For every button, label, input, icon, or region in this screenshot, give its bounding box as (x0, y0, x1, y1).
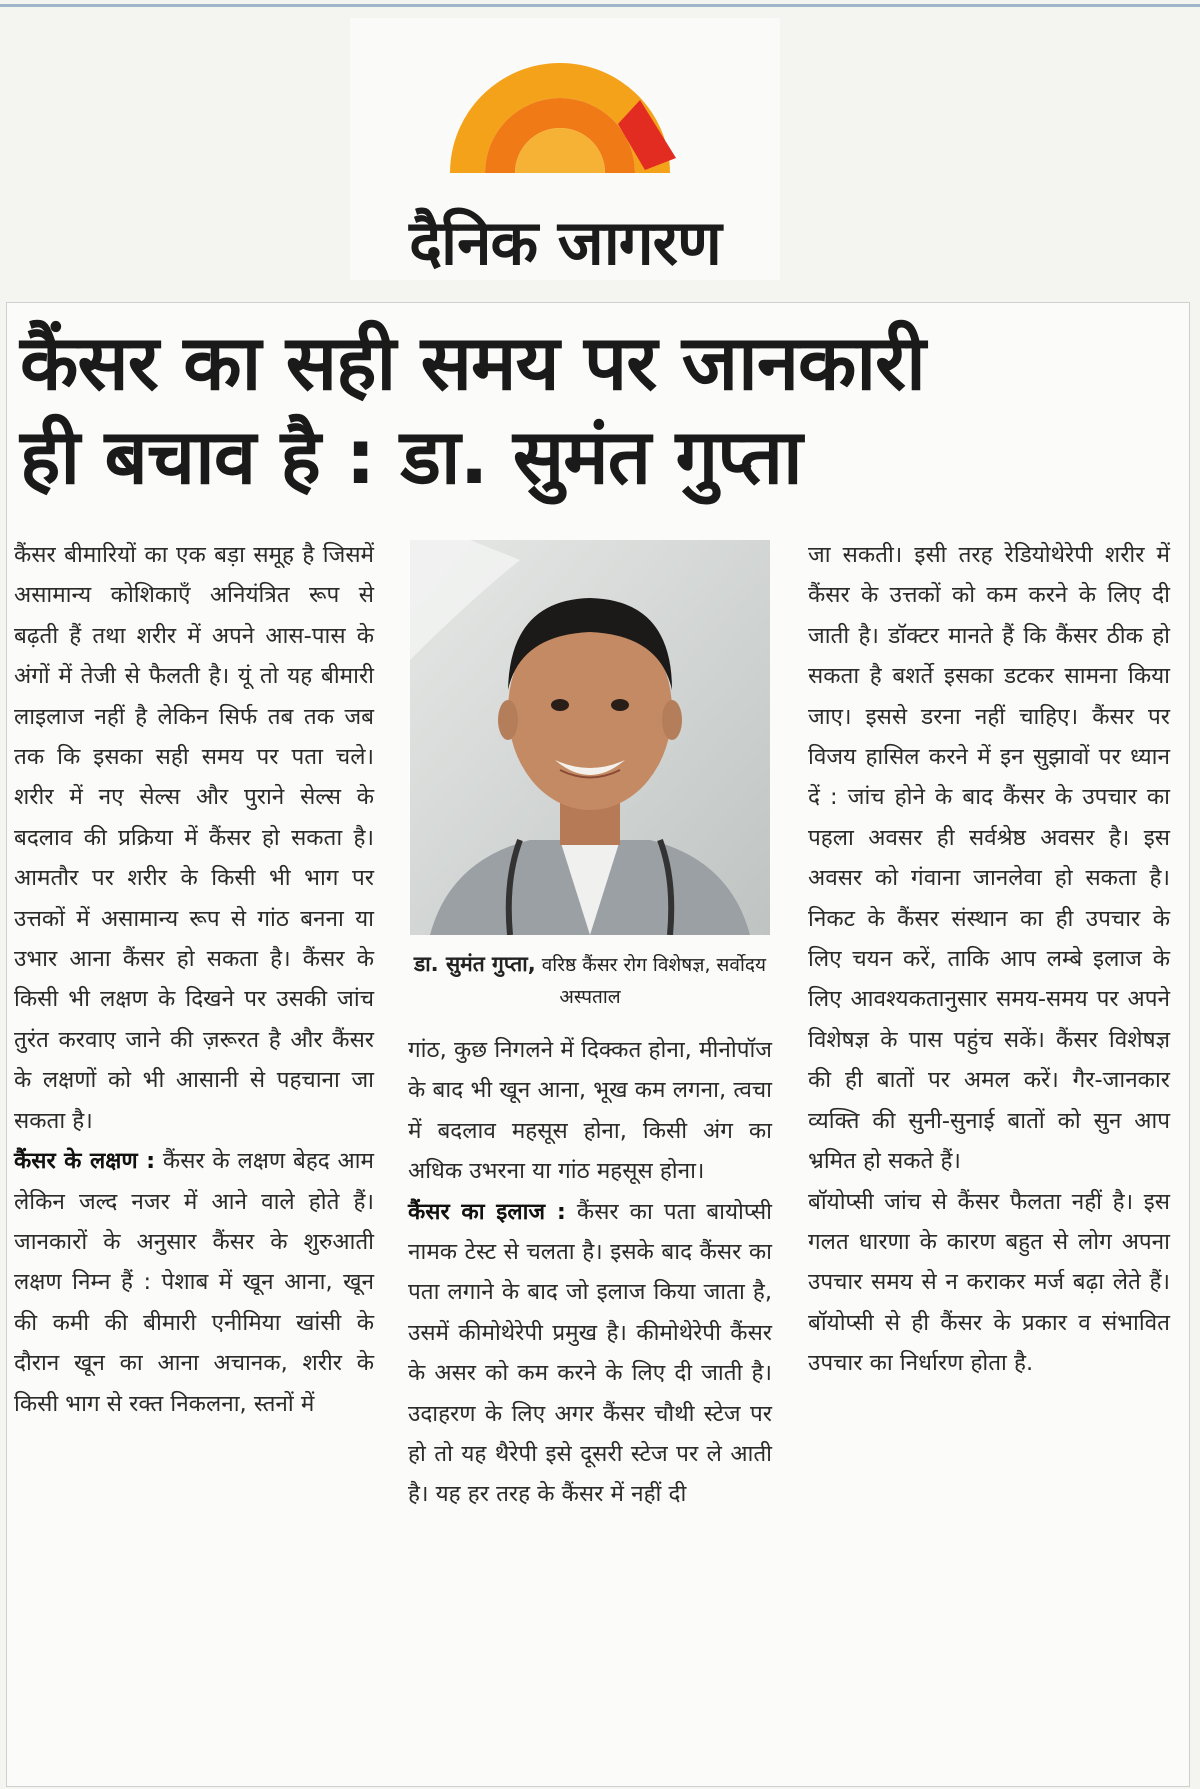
newspaper-brand: दैनिक जागरण (409, 206, 721, 279)
treatment-subhead: कैंसर का इलाज : (408, 1198, 566, 1225)
headline-line-1: कैंसर का सही समय पर जानकारी (20, 318, 925, 407)
masthead (350, 18, 780, 280)
col3-paragraph-2: बॉयोप्सी जांच से कैंसर फैलता नहीं है। इस गलत धारणा के कारण बहुत से लोग अपना उपचार समय से न कराकर मर्ज बढ़ा लेते हैं। बॉयोप्सी से ही कैंसर के प्रकार व संभावित उपचार का निर्धारण होता है. (808, 1188, 1170, 1377)
col1-paragraph-2-text: कैंसर के लक्षण बेहद आम लेकिन जल्द नजर में आने वाले होते हैं। जानकारों के अनुसार कैंसर के शुरुआती लक्षण निम्न हैं : पेशाब में खून आना, खून की कमी की बीमारी एनीमिया खांसी के दौरान खून का आना अचानक, शरीर के किसी भाग से रक्त निकलना, स्तनों में (14, 1148, 374, 1417)
rising-sun-logo-icon (440, 58, 680, 178)
column-3 (808, 535, 1170, 1384)
headline (20, 316, 1180, 504)
col3-paragraph-1: जा सकती। इसी तरह रेडियोथेरेपी शरीर में कैंसर के उत्तकों को कम करने के लिए दी जाती है। डॉक्टर मानते हैं कि कैंसर ठीक हो सकता है बशर्ते इसका डटकर सामना किया जाए। इससे डरना नहीं चाहिए। कैंसर पर विजय हासिल करने में इन सुझावों पर ध्यान दें : जांच होने के बाद कैंसर के उपचार का पहला अवसर ही सर्वश्रेष्ठ अवसर है। इस अवसर को गंवाना जानलेवा हो सकता है। निकट के कैंसर संस्थान का ही उपचार के लिए चयन करें, ताकि आप लम्बे इलाज के लिए आवश्यकतानुसार समय-समय पर अपने विशेषज्ञ के पास पहुंच सकें। कैंसर विशेषज्ञ की ही बातों पर अमल करें। गैर-जानकार व्यक्ति की सुनी-सुनाई बातों को सुन आप भ्रमित हो सकते हैं। (808, 542, 1170, 1175)
col2-paragraph-2 (408, 1192, 772, 1515)
top-rule (0, 4, 1200, 7)
col2-paragraph-1: गांठ, कुछ निगलने में दिक्कत होना, मीनोपॉज के बाद भी खून आना, भूख कम लगना, त्वचा में बदलाव महसूस होना, किसी अंग का अधिक उभरना या गांठ महसूस होना। (408, 1037, 772, 1185)
photo-caption (410, 948, 770, 1013)
caption-name: डा. सुमंत गुप्ता, (414, 952, 536, 976)
headline-line-2: ही बचाव है : डा. सुमंत गुप्ता (20, 412, 802, 501)
column-2 (408, 1030, 772, 1515)
doctor-portrait-icon (410, 540, 770, 935)
column-1 (14, 535, 374, 1424)
col2-paragraph-2-text: कैंसर का पता बायोप्सी नामक टेस्ट से चलता है। इसके बाद कैंसर का पता लगाने के बाद जो इलाज किया जाता है, उसमें कीमोथेरेपी प्रमुख है। कीमोथेरेपी कैंसर के असर को कम करने के लिए दी जाती है। उदाहरण के लिए अगर कैंसर चौथी स्टेज पर हो तो यह थैरेपी इसे दूसरी स्टेज पर ले आती है। यह हर तरह के कैंसर में नहीं दी (408, 1198, 772, 1508)
caption-role: वरिष्ठ कैंसर रोग विशेषज्ञ, सर्वोदय अस्पताल (541, 954, 766, 1008)
doctor-photo (410, 540, 770, 935)
col1-paragraph-1: कैंसर बीमारियों का एक बड़ा समूह है जिसमें असामान्य कोशिकाएँ अनियंत्रित रूप से बढ़ती हैं तथा शरीर में अपने आस-पास के अंगों में तेजी से फैलती है। यूं तो यह बीमारी लाइलाज नहीं है लेकिन सिर्फ तब तक जब तक कि इसका सही समय पर पता चले। शरीर में नए सेल्स और पुराने सेल्स के बदलाव की प्रक्रिया में कैंसर हो सकता है। आमतौर पर शरीर के किसी भी भाग पर उत्तकों में असामान्य रूप से गांठ बनना या उभार आना कैंसर हो सकता है। कैंसर के किसी भी लक्षण के दिखने पर उसकी जांच तुरंत करवाए जाने की ज़रूरत है और कैंसर के लक्षणों को भी आसानी से पहचाना जा सकता है। (14, 542, 374, 1134)
col1-paragraph-2 (14, 1141, 374, 1424)
symptoms-subhead: कैंसर के लक्षण : (14, 1148, 156, 1175)
